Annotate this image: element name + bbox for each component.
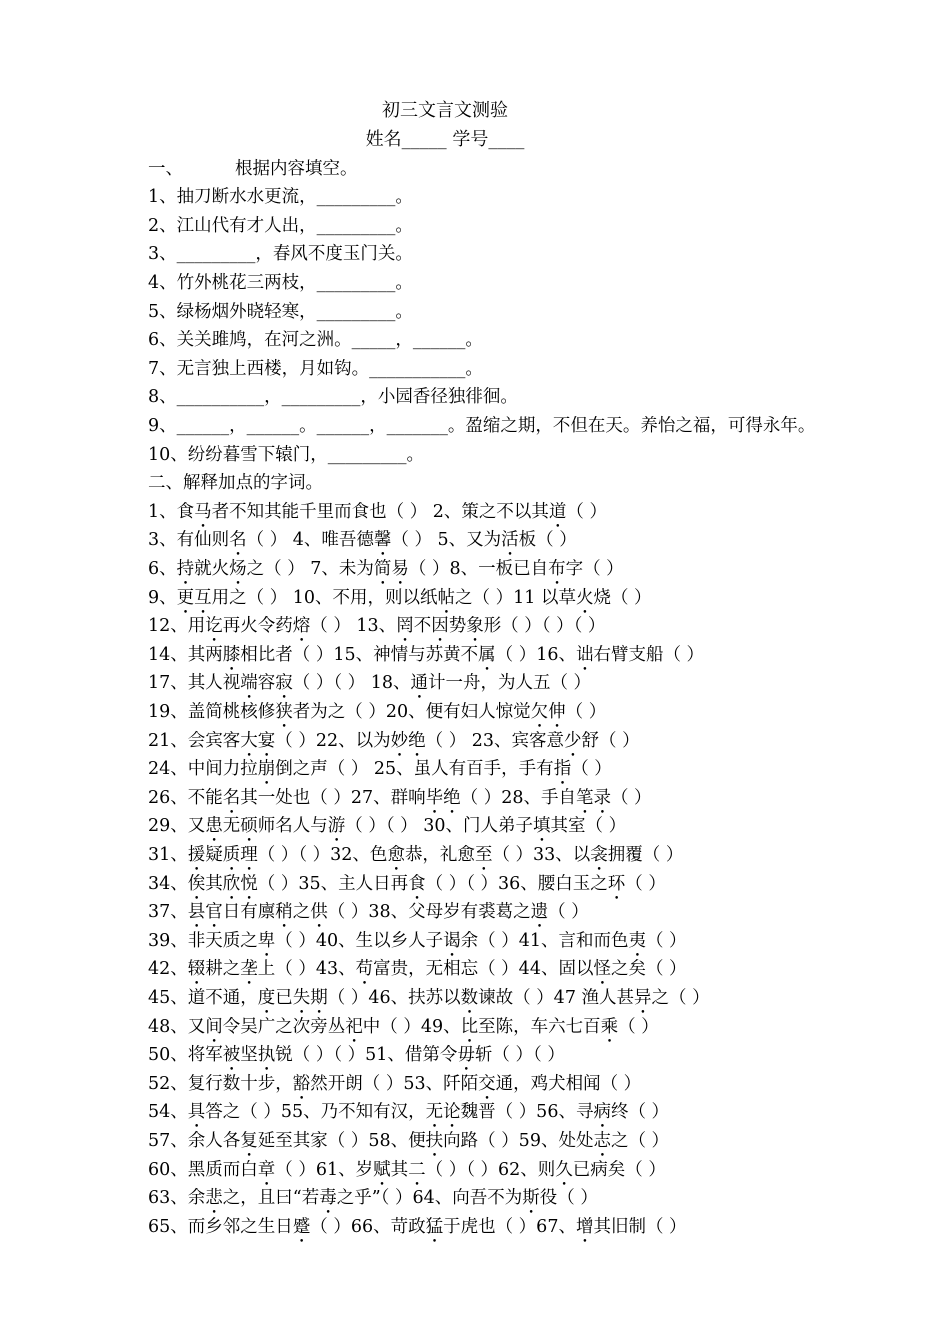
dotted-word: 名 — [229, 530, 247, 551]
question-text: 31、 — [148, 844, 188, 865]
question-text: （ ）（ ）62、则 — [425, 1159, 556, 1180]
dotted-word: 扶 — [425, 1130, 444, 1151]
question-text: 谏故（ ）47 渔人甚 — [478, 987, 635, 1008]
question-text: 向路（ ）59、处处 — [443, 1130, 594, 1151]
dotted-word: 通 — [410, 673, 428, 694]
question-text: （ ） — [565, 701, 607, 722]
question-text: 延至其家（ ）58、便 — [257, 1130, 426, 1151]
dotted-word: 衾 — [590, 844, 608, 865]
dotted-word: 填 — [533, 816, 551, 837]
question-text: （ ）61、岁 — [275, 1159, 374, 1180]
dotted-word: 持 — [176, 558, 195, 579]
question-text: 者不知其能千里而食也（ ） 2、策之不以其 — [211, 501, 549, 522]
dotted-word: 交 — [478, 1073, 496, 1094]
question-text: （ ） — [645, 930, 687, 951]
dotted-word: 无论 — [425, 1102, 461, 1123]
page-title: 初三文言文测验 — [382, 100, 508, 121]
explain-word-line — [148, 1070, 938, 1099]
explain-word-line — [148, 870, 938, 899]
dotted-word: 更互 — [176, 587, 212, 608]
question-text: 魏晋（ ）56、寻 — [460, 1102, 594, 1123]
question-text: 势 — [448, 616, 467, 637]
question-text: 其 — [205, 873, 223, 894]
question-text: 其室（ ） — [550, 816, 627, 837]
fill-blank-item: 7、无言独上西楼，月如钩。___________。 — [148, 358, 483, 379]
question-text: 19、盖简桃核修 — [148, 701, 276, 722]
question-text: 锐（ ）（ ）51、借第令 — [275, 1045, 458, 1066]
dotted-word: 欠伸 — [530, 701, 566, 722]
fill-blank-item: 9、______，______。______，_______。盈缩之期，不但在天。养怡之福，可得永年。 — [148, 415, 816, 436]
dotted-word: 间 — [205, 1016, 223, 1037]
fill-blank-item: 5、绿杨烟外晓轻寒，_________。 — [148, 301, 413, 322]
question-text: 拥覆（ ） — [607, 844, 684, 865]
dotted-word: 属 — [478, 644, 496, 665]
question-text: 板（ ） — [518, 530, 577, 551]
question-text: 相比者（ ）15、神情与苏黄不 — [240, 644, 479, 665]
question-text: 上（ ）43、 — [257, 959, 356, 980]
dotted-word: 帖 — [437, 587, 456, 608]
question-text: （ ）（ ）36、腰白玉之 — [425, 873, 608, 894]
question-text: 之（ ） — [610, 1130, 670, 1151]
question-text: （ ）（ ） 30、门人弟子 — [345, 816, 533, 837]
dotted-word: 二 — [408, 1159, 426, 1180]
question-text: （ ） 23、宾客意 — [425, 730, 565, 751]
question-text: 终（ ） — [610, 1102, 670, 1123]
question-text: 役（ ） — [539, 1188, 598, 1209]
dotted-word: 稍 — [275, 902, 293, 923]
question-text: 60、黑质而白 — [148, 1159, 258, 1180]
dotted-word: 环 — [607, 873, 626, 894]
question-text: 之 — [292, 902, 311, 923]
question-text: 之（ ） 7、未为 — [246, 558, 374, 579]
question-text: （ ） 13、 — [310, 616, 397, 637]
dotted-word: 布 — [548, 558, 566, 579]
dotted-word: 祀 — [345, 1016, 363, 1037]
dotted-word: 县官 — [187, 902, 223, 923]
explain-word-line — [148, 1184, 938, 1213]
explain-word-line — [148, 698, 938, 727]
dotted-word: 罔 — [396, 616, 414, 637]
dotted-word: 质理 — [222, 844, 258, 865]
dotted-word: 狭 — [275, 701, 293, 722]
dotted-word: 辍 — [187, 959, 206, 980]
dotted-word: 指 — [553, 759, 572, 780]
question-text: 师名人与 — [257, 816, 328, 837]
question-text: 已 — [275, 987, 293, 1008]
question-text: 57、余人各 — [148, 1130, 241, 1151]
question-text: 其一处也（ ）27、群响 — [240, 787, 426, 808]
question-text: （ ）（ ）32、色 — [257, 844, 388, 865]
explain-word-line — [148, 898, 938, 927]
question-text: 52、复行数十步， — [148, 1073, 293, 1094]
question-text: 令吴广之次旁丛 — [222, 1016, 346, 1037]
dotted-word: 欣悦 — [222, 873, 258, 894]
question-text: （ ） — [610, 787, 652, 808]
question-text: 65、而乡邻之生日 — [148, 1216, 293, 1237]
question-text: 26、不能 — [148, 787, 223, 808]
question-text: 用之（ ） 10、不用，则以纸 — [211, 587, 438, 608]
question-text: （ ） — [625, 873, 666, 894]
question-text: （ ） — [566, 501, 607, 522]
question-text: （ ）46、扶苏以 — [327, 987, 461, 1008]
dotted-word: 谒 — [443, 930, 461, 951]
explain-word-line — [148, 584, 938, 613]
question-text: 9、 — [148, 587, 177, 608]
dotted-word: 少 — [564, 730, 582, 751]
dotted-word: 章 — [257, 1159, 276, 1180]
fill-blank-item: 10、纷纷暮雪下辕门，_________。 — [148, 444, 425, 465]
dotted-word: 苟 — [355, 959, 374, 980]
question-text: 其旧制（ ） — [593, 1216, 687, 1237]
dotted-word: 毒 — [319, 1188, 337, 1209]
fill-blank-item: 8、__________，_________，小园香径独徘徊。 — [148, 387, 518, 408]
dotted-word: 病 — [593, 1102, 611, 1123]
question-text: 无 — [222, 816, 241, 837]
dotted-word: 食 — [408, 873, 426, 894]
dotted-word: 简易 — [373, 558, 409, 579]
explain-word-line — [148, 784, 938, 813]
explain-word-line — [148, 841, 938, 870]
explain-word-line — [148, 1013, 938, 1042]
dotted-word: 失期 — [292, 987, 328, 1008]
dotted-word: 马 — [194, 501, 212, 522]
question-text: 于虎也（ ）67、 — [443, 1216, 576, 1237]
explain-word-line — [148, 1156, 938, 1185]
dotted-word: 崩 — [257, 759, 276, 780]
dotted-word: 愈 — [387, 844, 405, 865]
dotted-word: 因 — [431, 616, 449, 637]
question-text: 烧（ ） — [593, 587, 652, 608]
dotted-word: 垄 — [240, 959, 258, 980]
dotted-word: 名 — [222, 787, 241, 808]
dotted-word: 执 — [257, 1045, 276, 1066]
question-text: （ ） — [618, 1016, 659, 1037]
question-text: 答之（ ）55、乃不知有汉， — [205, 1102, 426, 1123]
section-2-heading: 二、解释加点的字词。 — [148, 473, 323, 494]
question-text: 形（ ）（ ）（ ） — [483, 616, 606, 637]
dotted-word: 度 — [257, 987, 276, 1008]
question-text: 6、 — [148, 558, 177, 579]
explain-word-line — [148, 984, 938, 1013]
question-text: （ ） 4、唯吾德 — [246, 530, 374, 551]
question-text: 之矣（ ） — [610, 959, 687, 980]
question-text: 已病矣（ ） — [572, 1159, 666, 1180]
question-text: 计一舟，为人五（ ） — [428, 673, 592, 694]
explain-word-line — [148, 612, 938, 641]
dotted-word: 笔录 — [575, 787, 611, 808]
question-text: （ ） — [571, 759, 612, 780]
question-text: 3、有仙则 — [148, 530, 230, 551]
question-text: 恭，礼愈 — [404, 844, 475, 865]
question-text: 者为之（ ）20、便有妇人惊觉 — [292, 701, 531, 722]
explain-word-line — [148, 555, 938, 584]
question-text: 字（ ） — [565, 558, 624, 579]
dotted-word: 诎 — [575, 644, 594, 665]
question-text: 其 — [390, 1159, 409, 1180]
question-text: （ ）33、以 — [492, 844, 591, 865]
section-1-title: 根据内容填空。 — [235, 158, 358, 179]
dotted-word: 硕 — [240, 816, 258, 837]
question-text: 1、食 — [148, 501, 195, 522]
dotted-word: 数 — [460, 987, 479, 1008]
question-text: 37、 — [148, 902, 188, 923]
fill-blank-item: 1、抽刀断水水更流，_________。 — [148, 187, 413, 208]
explain-word-line — [148, 669, 938, 698]
question-text: 24、中间力拉 — [148, 759, 258, 780]
dotted-word: 遗 — [530, 902, 549, 923]
dotted-word: 膝 — [222, 644, 241, 665]
fill-blank-item: 2、江山代有才人出，_________。 — [148, 215, 413, 236]
dotted-word: 夷 — [628, 930, 646, 951]
question-text: 斩（ ）（ ） — [474, 1045, 565, 1066]
dotted-word: 游 — [327, 816, 346, 837]
question-text: 就火 — [194, 558, 230, 579]
question-text: 63、余 — [148, 1188, 206, 1209]
dotted-word: 俟 — [187, 873, 206, 894]
fill-blank-item: 4、竹外桃花三两枝，_________。 — [148, 272, 413, 293]
question-text: （ ）（ ） 18、 — [292, 673, 411, 694]
question-text: （ ）22、以为 — [275, 730, 391, 751]
name-and-number-fields: 姓名_____ 学号____ — [365, 129, 525, 150]
dotted-word: 象 — [466, 616, 484, 637]
question-text: 富贵，无相忘（ ）44、固以 — [373, 959, 594, 980]
question-text: 耕之 — [205, 959, 241, 980]
question-text: 坚 — [240, 1045, 258, 1066]
question-text: 14、其两 — [148, 644, 223, 665]
explain-word-line — [148, 641, 938, 670]
explain-word-line — [148, 727, 938, 756]
question-text: 倒之声（ ） 25、虽人有百手，手有 — [275, 759, 554, 780]
question-text: 不 — [413, 616, 432, 637]
question-text: （ ）38、父母岁有裘葛之 — [327, 902, 531, 923]
dotted-word: 患 — [205, 816, 223, 837]
fill-blank-item: 3、_________，春风不度玉门关。 — [148, 244, 413, 265]
dotted-word: 斯 — [522, 1188, 540, 1209]
question-text: 再火令药 — [222, 616, 293, 637]
question-text: 日有廪 — [222, 902, 276, 923]
question-text: 容 — [257, 673, 276, 694]
question-text: 之乎”（ ）64、向吾不为 — [336, 1188, 523, 1209]
explain-word-line — [148, 498, 938, 527]
question-text: （ ）16、 — [495, 644, 576, 665]
question-text: 39、非天质之 — [148, 930, 258, 951]
explain-word-line — [148, 955, 938, 984]
dotted-word: 熔 — [292, 616, 311, 637]
question-text: 然开朗（ ）53、阡陌 — [310, 1073, 479, 1094]
question-text: （ ）8、一板已自 — [408, 558, 549, 579]
question-text: 50、将军 — [148, 1045, 223, 1066]
dotted-word: 毋 — [457, 1045, 475, 1066]
question-text: （ ） — [548, 902, 589, 923]
dotted-word: 蹙 — [292, 1216, 311, 1237]
dotted-word: 猛 — [425, 1216, 444, 1237]
question-text: 54、 — [148, 1102, 188, 1123]
question-text: 29、又 — [148, 816, 206, 837]
question-text: （ ） 5、又为 — [391, 530, 502, 551]
dotted-word: 妙绝 — [390, 730, 426, 751]
dotted-word: 道 — [548, 501, 567, 522]
question-text: （ ）66、苛政 — [310, 1216, 426, 1237]
dotted-word: 具 — [187, 1102, 206, 1123]
explain-word-line — [148, 526, 938, 555]
question-text: 17、其人视 — [148, 673, 241, 694]
dotted-word: 端 — [240, 673, 258, 694]
dotted-word: 志 — [593, 1130, 611, 1151]
dotted-word: 活 — [501, 530, 519, 551]
fill-blank-item: 6、关关雎鸠，在河之洲。_____，______。 — [148, 330, 483, 351]
question-text: 中（ ）49、 — [362, 1016, 461, 1037]
explain-word-line — [148, 812, 938, 841]
dotted-word: 大宴 — [240, 730, 276, 751]
question-text: 舒（ ） — [581, 730, 640, 751]
explain-word-line — [148, 1127, 938, 1156]
dotted-word: 寂 — [275, 673, 293, 694]
explain-word-line — [148, 1213, 938, 1242]
question-text: 45、道不通， — [148, 987, 258, 1008]
dotted-word: 供 — [310, 902, 328, 923]
explain-word-line — [148, 927, 938, 956]
dotted-word: 火 — [575, 587, 594, 608]
question-text: 12、用 — [148, 616, 206, 637]
dotted-word: 被 — [222, 1045, 241, 1066]
dotted-word: 乘 — [600, 1016, 619, 1037]
question-text: 余（ ）41、言和而色 — [460, 930, 629, 951]
dotted-word: 怪 — [593, 959, 611, 980]
question-text: 48、又 — [148, 1016, 206, 1037]
question-text: 右臂支船（ ） — [593, 644, 705, 665]
question-text: 之，且曰“若 — [222, 1188, 320, 1209]
question-text: 21、会宾客 — [148, 730, 241, 751]
section-1-number: 一、 — [148, 158, 183, 179]
dotted-word: 赋 — [373, 1159, 391, 1180]
dotted-word: 讫 — [205, 616, 223, 637]
explain-word-line — [148, 755, 938, 784]
dotted-word: 比 — [460, 1016, 479, 1037]
question-text: 34、 — [148, 873, 188, 894]
question-text: 之（ ）11 以草 — [455, 587, 576, 608]
section-1-heading — [148, 155, 938, 184]
question-text: （ ）35、主人日再 — [257, 873, 409, 894]
dotted-word: 悲 — [205, 1188, 223, 1209]
dotted-word: 至 — [474, 844, 493, 865]
question-text: 之（ ） — [651, 987, 710, 1008]
question-text: 疑 — [205, 844, 223, 865]
dotted-word: 毕绝 — [425, 787, 461, 808]
dotted-word: 馨 — [373, 530, 392, 551]
explain-word-line — [148, 1041, 938, 1070]
question-text: 42、 — [148, 959, 188, 980]
question-text: 至陈，车六七百 — [478, 1016, 601, 1037]
dotted-word: 卑 — [257, 930, 276, 951]
dotted-word: 复 — [240, 1130, 258, 1151]
dotted-word: 增 — [575, 1216, 594, 1237]
dotted-word: 炀 — [229, 558, 247, 579]
question-text: （ ）40、生以乡人子 — [275, 930, 444, 951]
dotted-word: 豁 — [292, 1073, 311, 1094]
question-text: （ ）28、手自 — [460, 787, 576, 808]
dotted-word: 久 — [555, 1159, 573, 1180]
explain-word-line — [148, 1098, 938, 1127]
dotted-word: 援 — [187, 844, 206, 865]
dotted-word: 异 — [634, 987, 652, 1008]
question-text: 通，鸡犬相闻（ ） — [495, 1073, 642, 1094]
